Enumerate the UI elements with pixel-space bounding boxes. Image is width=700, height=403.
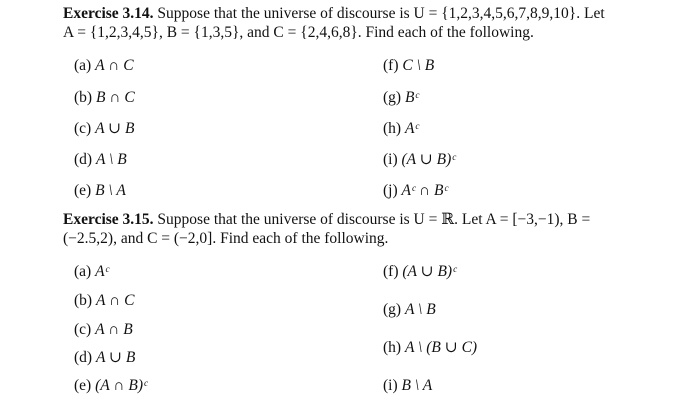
ex14-item-g: (g) Bᶜ (383, 89, 419, 106)
exercise-3-15-line1 (63, 210, 663, 229)
ex14-item-e: (e) B \ A (74, 182, 126, 199)
exercise-3-14-text (63, 4, 663, 42)
ex15-item-i: (i) B \ A (383, 377, 433, 394)
exercise-3-14-label: Exercise 3.14. (63, 5, 154, 22)
exercise-3-14-line2: A = {1,2,3,4,5}, B = {1,3,5}, and C = {2,4,6,8}. Find each of the following. (63, 24, 534, 41)
exercise-3-14-line1-text: Suppose that the universe of discourse is U = {1,2,3,4,5,6,7,8,9,10}. Let (157, 5, 605, 22)
exercise-3-15-line2: (−2.5,2), and C = (−2,0]. Find each of the following. (63, 230, 389, 247)
ex15-item-g: (g) A \ B (383, 301, 436, 318)
ex15-item-b: (b) A ∩ C (74, 292, 135, 309)
ex15-item-c: (c) A ∩ B (74, 321, 133, 338)
exercise-3-15-line1-text: Suppose that the universe of discourse is U = ℝ. Let A = [−3,−1), B = (157, 211, 591, 228)
ex15-item-e: (e) (A ∩ B)ᶜ (74, 377, 148, 394)
ex15-item-h: (h) A \ (B ∪ C) (383, 339, 478, 356)
ex15-item-a: (a) Aᶜ (74, 263, 109, 280)
ex14-item-h: (h) Aᶜ (383, 120, 419, 137)
ex14-item-c: (c) A ∪ B (74, 120, 135, 137)
exercise-3-15-text (63, 210, 663, 248)
ex14-item-b: (b) B ∩ C (74, 89, 135, 106)
ex15-item-d: (d) A ∪ B (74, 349, 136, 366)
exercise-3-15-label: Exercise 3.15. (63, 211, 154, 228)
ex14-item-d: (d) A \ B (74, 151, 127, 168)
ex14-item-f: (f) C \ B (383, 57, 435, 74)
ex14-item-i: (i) (A ∪ B)ᶜ (383, 151, 456, 168)
ex14-item-a: (a) A ∩ C (74, 57, 134, 74)
exercise-3-14-line1 (63, 4, 663, 23)
ex14-item-j: (j) Aᶜ ∩ Bᶜ (383, 182, 448, 199)
ex15-item-f: (f) (A ∪ B)ᶜ (383, 263, 457, 280)
